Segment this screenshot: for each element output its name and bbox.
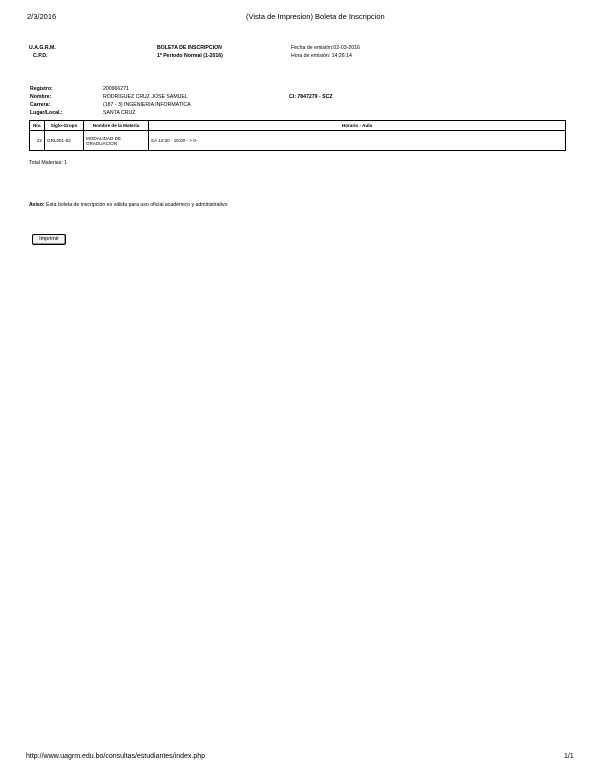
col-horario: Horario - Aula bbox=[149, 121, 566, 131]
total-materias: Total Materias: 1 bbox=[29, 160, 68, 166]
issue-time: 14:26:14 bbox=[331, 53, 352, 59]
print-date: 2/3/2016 bbox=[27, 12, 57, 21]
issue-date: 02-03-2016 bbox=[333, 45, 360, 51]
registro-value: 200966271 bbox=[103, 86, 129, 92]
aviso-text: Esta boleta de inscripción es válida para uso oficial académico y administrativo bbox=[46, 202, 228, 208]
carrera-label: Carrera: bbox=[30, 102, 51, 108]
registro-label: Registro: bbox=[30, 86, 53, 92]
materia-line2: GRADUACION bbox=[86, 140, 118, 146]
cell-materia bbox=[84, 131, 149, 151]
issue-time-label: Hora de emisión: bbox=[291, 53, 331, 59]
col-materia: Nombre de la Materia bbox=[84, 121, 149, 131]
issue-date-row bbox=[291, 45, 360, 51]
print-button[interactable]: Imprimir bbox=[32, 234, 66, 245]
table-row bbox=[30, 131, 566, 151]
materia-line1: MODALIDAD DE bbox=[86, 135, 121, 141]
cell-sigla-grupo: GRL001-62 bbox=[45, 131, 84, 151]
aviso bbox=[29, 202, 228, 208]
col-sigla-grupo: Siglo-Grupo bbox=[45, 121, 84, 131]
aviso-label: Aviso: bbox=[29, 202, 45, 208]
issue-date-label: Fecha de emisión: bbox=[291, 45, 334, 51]
cell-nivel: 22 bbox=[30, 131, 45, 151]
table-header-row bbox=[30, 121, 566, 131]
institution-name: U.A.G.R.M. bbox=[29, 45, 56, 51]
lugar-value: SANTA CRUZ bbox=[103, 110, 136, 116]
document-period: 1º Periodo Normal (1-2016) bbox=[157, 53, 223, 59]
nombre-value: RODRIGUEZ CRUZ JOSE SAMUEL bbox=[103, 94, 188, 100]
footer-url: http://www.uagrm.edu.bo/consultas/estudiantes/index.php bbox=[26, 753, 205, 760]
print-title: (Vista de Impresion) Boleta de Inscripcion bbox=[246, 12, 385, 21]
issue-time-row bbox=[291, 53, 352, 59]
subjects-table bbox=[29, 120, 566, 151]
carrera-value: (187 - 3) INGENIERIA INFORMATICA bbox=[103, 102, 191, 108]
document-title: BOLETA DE INSCRIPCION bbox=[157, 45, 222, 51]
lugar-label: Lugar/Local.: bbox=[30, 110, 63, 116]
nombre-label: Nombre: bbox=[30, 94, 52, 100]
cell-horario: SA 14:30 - 15:00 - > 0- bbox=[149, 131, 566, 151]
ci-value: CI: 7847279 - SCZ bbox=[289, 94, 333, 100]
institution-dept: C.P.D. bbox=[33, 53, 48, 59]
col-nivel: Niv. bbox=[30, 121, 45, 131]
footer-page: 1/1 bbox=[564, 753, 574, 760]
